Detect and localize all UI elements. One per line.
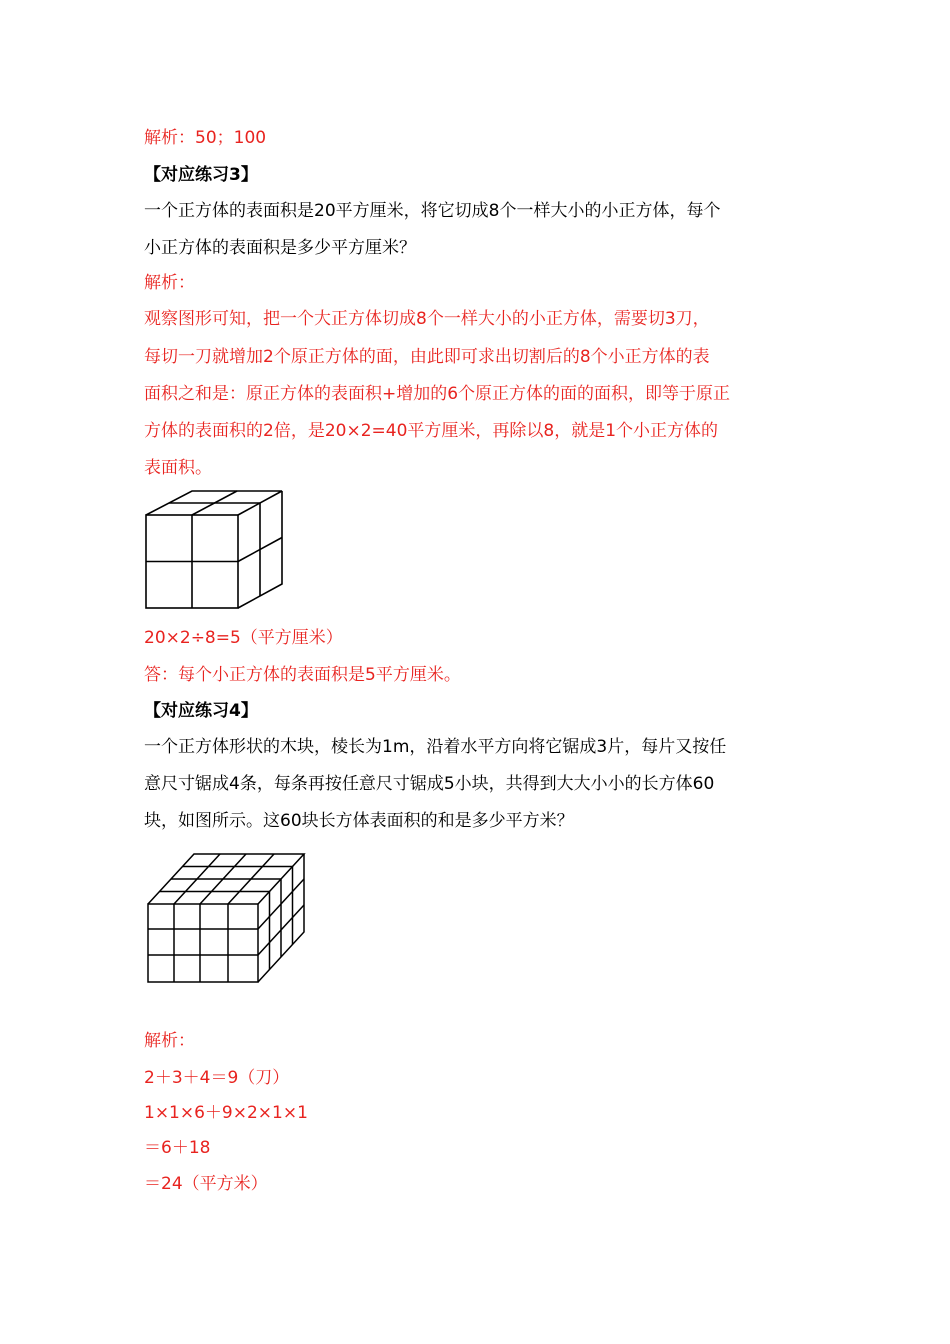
exercise-3-analysis-line: 方体的表面积的2倍，是20×2=40平方厘米，再除以8，就是1个小正方体的 [144, 421, 719, 441]
exercise-4-question-line: 一个正方体形状的木块，棱长为1m，沿着水平方向将它锯成3片，每片又按任 [144, 737, 727, 757]
exercise-3-heading: 【对应练习3】 [144, 165, 258, 185]
exercise-4-step: 1×1×6＋9×2×1×1 [144, 1103, 308, 1123]
exercise-3-question-line: 一个正方体的表面积是20平方厘米，将它切成8个一样大小的小正方体，每个 [144, 201, 721, 221]
exercise-3-analysis-label: 解析： [144, 273, 195, 293]
exercise-3-question-line: 小正方体的表面积是多少平方厘米？ [144, 238, 416, 258]
exercise-3-answer: 答：每个小正方体的表面积是5平方厘米。 [144, 665, 461, 685]
exercise-4-question-line: 意尺寸锯成4条，每条再按任意尺寸锯成5小块，共得到大大小小的长方体60 [144, 774, 715, 794]
exercise-3-analysis-line: 每切一刀就增加2个原正方体的面，由此即可求出切割后的8个小正方体的表 [144, 347, 710, 367]
exercise-4-step: ＝6＋18 [144, 1138, 211, 1158]
exercise-4-step: 2＋3＋4＝9（刀） [144, 1068, 290, 1088]
exercise-4-heading: 【对应练习4】 [144, 701, 258, 721]
block-cut-into-60-figure [142, 848, 312, 988]
exercise-3-analysis-line: 表面积。 [144, 458, 212, 478]
exercise-3-analysis-line: 面积之和是：原正方体的表面积+增加的6个原正方体的面的面积，即等于原正 [144, 384, 731, 404]
cube-cut-into-8-figure [140, 488, 290, 614]
previous-answer: 解析：50；100 [144, 128, 267, 148]
exercise-4-analysis-label: 解析： [144, 1031, 195, 1051]
exercise-3-calculation: 20×2÷8=5（平方厘米） [144, 628, 343, 648]
exercise-3-analysis-line: 观察图形可知，把一个大正方体切成8个一样大小的小正方体，需要切3刀， [144, 309, 710, 329]
exercise-4-question-line: 块，如图所示。这60块长方体表面积的和是多少平方米？ [144, 811, 574, 831]
exercise-4-step: ＝24（平方米） [144, 1174, 268, 1194]
